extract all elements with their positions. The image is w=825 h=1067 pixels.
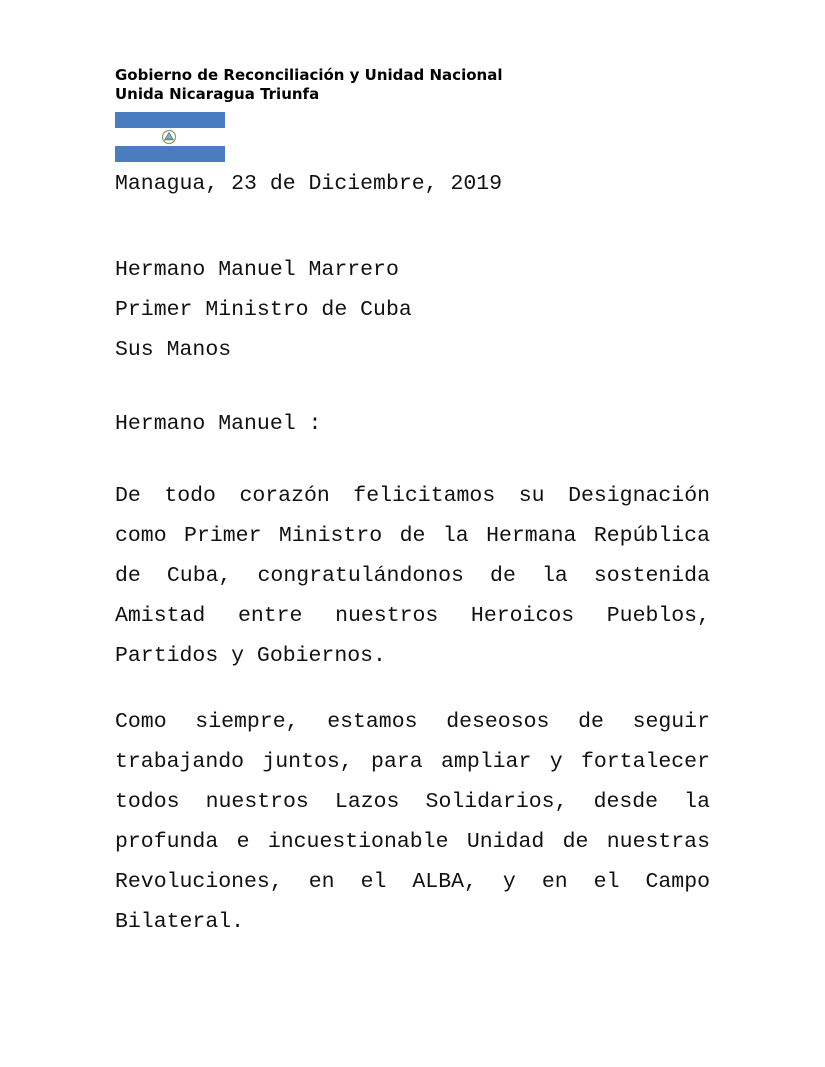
nicaragua-flag-icon	[115, 112, 225, 162]
salutation: Hermano Manuel :	[115, 412, 322, 436]
body-paragraph: Como siempre, estamos deseosos de seguir trabajando juntos, para ampliar y fortalecer todos nuestros Lazos Solidarios, desde la profunda e incuestionable Unidad de nuestras Revoluciones, en el ALBA, y en el Campo Bilateral.	[115, 710, 710, 934]
letter-page	[115, 66, 710, 942]
coat-of-arms-icon	[161, 129, 177, 145]
flag-bottom-band	[115, 146, 225, 162]
addressee-line: Primer Ministro de Cuba	[115, 298, 412, 322]
flag-top-band	[115, 112, 225, 128]
addressee-block	[115, 250, 710, 370]
letter-date: Managua, 23 de Diciembre, 2019	[115, 172, 503, 196]
body-paragraph: De todo corazón felicitamos su Designación como Primer Ministro de la Hermana República de Cuba, congratulándonos de la sostenida Amistad entre nuestros Heroicos Pueblos, Partidos y Gobiernos.	[115, 484, 710, 668]
header-slogan: Unida Nicaragua Triunfa	[115, 85, 320, 103]
header-government-name: Gobierno de Reconciliación y Unidad Nacional	[115, 66, 503, 84]
addressee-line: Sus Manos	[115, 338, 232, 362]
addressee-line: Hermano Manuel Marrero	[115, 258, 399, 282]
